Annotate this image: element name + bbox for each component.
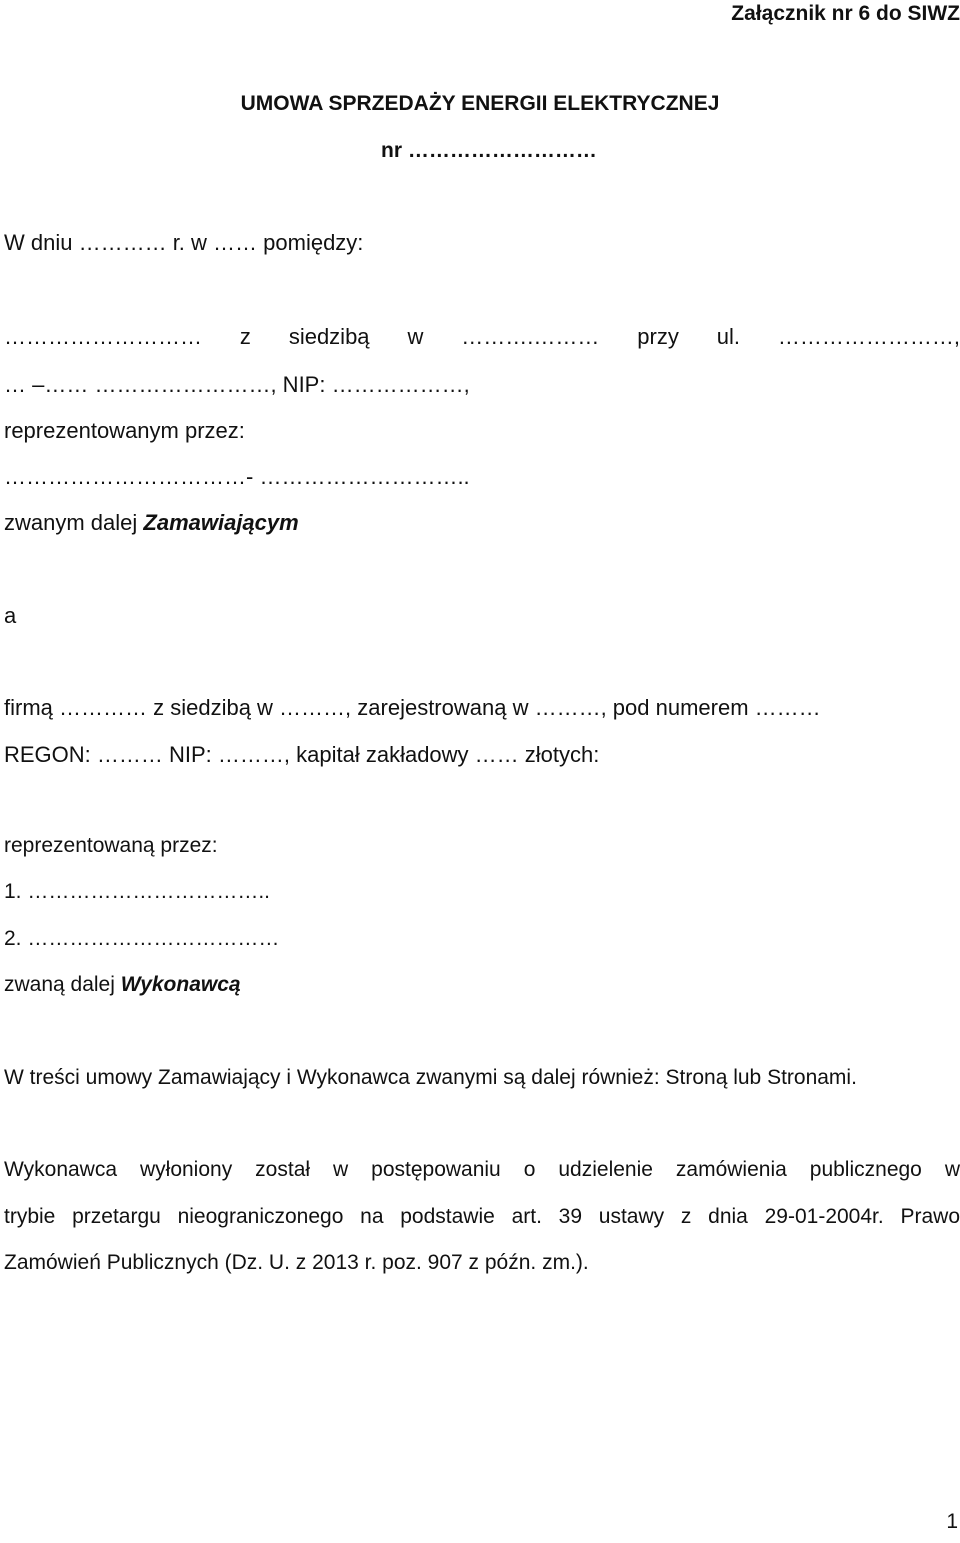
- conjunction: a: [4, 603, 17, 628]
- party2-named: [4, 973, 241, 997]
- party1-nip-line: … –…… ……………………, NIP: ………………,: [4, 372, 470, 397]
- procurement-line-3: Zamówień Publicznych (Dz. U. z 2013 r. poz. 907 z późn. zm.).: [4, 1251, 589, 1274]
- party2-named-prefix: zwaną dalej: [4, 973, 121, 996]
- party1-representative: ……………………………- ………………………..: [4, 464, 470, 489]
- party2-role: Wykonawcą: [120, 973, 241, 996]
- procurement-line-1: Wykonawca wyłoniony został w postępowaniu o udzielenie zamówienia publicznego w: [4, 1158, 960, 1181]
- parties-note: W treści umowy Zamawiający i Wykonawca zwanymi są dalej również: Stroną lub Stronami.: [4, 1066, 857, 1089]
- party1-represented-by: reprezentowanym przez:: [4, 418, 245, 443]
- page-number: 1: [946, 1510, 958, 1533]
- contract-number: nr ………………………: [381, 139, 597, 162]
- party2-representative-1: 1. ……………………………..: [4, 880, 271, 903]
- date-line: W dniu ………… r. w …… pomiędzy:: [4, 230, 364, 255]
- party1-named-prefix: zwanym dalej: [4, 510, 144, 535]
- party2-company-line: firmą ………… z siedzibą w ………, zarejestrowaną w ………, pod numerem ………: [4, 695, 821, 720]
- party2-representative-2: 2. ………………………………: [4, 927, 280, 950]
- party1-named: [4, 510, 299, 536]
- procurement-line-2: trybie przetargu nieograniczonego na podstawie art. 39 ustawy z dnia 29-01-2004r. Prawo: [4, 1205, 960, 1228]
- party2-regon-line: REGON: ……… NIP: ………, kapitał zakładowy …… złotych:: [4, 742, 600, 767]
- party1-address-line: ……………………… z siedzibą w ……….……… przy ul. ……………………,: [4, 324, 960, 349]
- attachment-label: Załącznik nr 6 do SIWZ: [731, 2, 960, 25]
- party2-represented-by: reprezentowaną przez:: [4, 834, 218, 857]
- party1-role: Zamawiającym: [143, 510, 299, 535]
- document-title: UMOWA SPRZEDAŻY ENERGII ELEKTRYCZNEJ: [240, 92, 720, 115]
